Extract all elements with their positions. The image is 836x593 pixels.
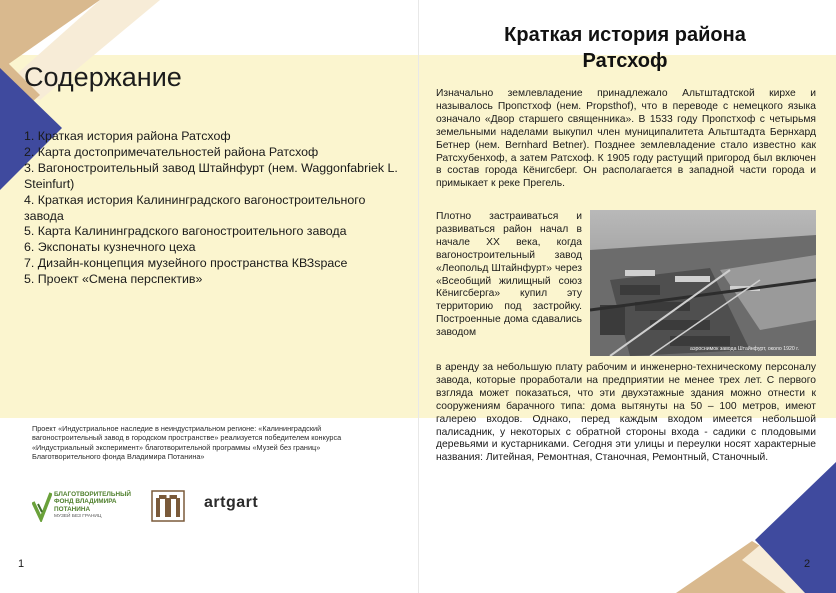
table-of-contents bbox=[24, 129, 404, 288]
history-paragraph-1: Изначально землевладение принадлежало Альтштадтской кирхе и называлось Пропстхоф (нем. Propsthof), что в переводе с немецкого языка означало «Двор старшего священника». В 1533 году Пропстхоф с четырьмя земельными наделами выкупил член муниципалитета Альтштадта Бернхард Бетнер (нем. Bernhard Betner). Позднее землевладение стало известно как Ратсхубенхоф, а затем Ратсхоф. К 1905 году растущий пригород был включен в состав города Кёнигсберг. Он располагается в западной части города и примыкает к реке Прегель. bbox=[436, 88, 816, 190]
page-number-right: 2 bbox=[804, 558, 811, 570]
photo-caption: аэроснимок завода Штайнфурт, около 1920 г. bbox=[690, 346, 799, 352]
history-paragraph-3: в аренду за небольшую плату рабочим и инженерно-техническому персоналу завода, которые проработали на предприятии не менее трех лет. С первого взгляда может показаться, что эти двухэтажные здания можно отнести к сооружениям барачного типа: дома вытянуты на 50 – 100 метров, имеют галерею входов. Однако, перед каждым входом имеется небольшой палисадник, у некоторых с обратной стороны входа - садики с плодовыми деревьями и кустарниками. Сегодня эти улицы и переулки носят характерные названия: Литейная, Ремонтная, Станочная, Ремонтный, Станочный. bbox=[436, 362, 816, 464]
page-number-left: 1 bbox=[18, 558, 25, 570]
toc-item[interactable]: 4. Краткая история Калининградского вагоностроительного завода bbox=[24, 192, 366, 223]
toc-item[interactable]: 6. Экспонаты кузнечного цеха bbox=[24, 240, 196, 255]
toc-item[interactable]: 1. Краткая история района Ратсхоф bbox=[24, 129, 231, 143]
history-title: Краткая история района Ратсхоф bbox=[504, 24, 746, 72]
aerial-photo-image bbox=[590, 210, 816, 356]
contents-title: Содержание bbox=[24, 62, 182, 92]
toc-item[interactable]: 3. Вагоностроительный завод Штайнфурт (нем. Waggonfabriek L. Steinfurt) bbox=[24, 160, 398, 191]
artgart-logo: artgart bbox=[204, 494, 259, 511]
castle-logo-icon bbox=[151, 490, 185, 522]
toc-item[interactable]: 2. Карта достопримечательностей района Ратсхоф bbox=[24, 144, 319, 159]
toc-item[interactable]: 7. Дизайн-концепция музейного пространства КВЗspace bbox=[24, 256, 348, 271]
history-paragraph-2: Плотно застраиваться и развиваться район начал в начале XX века, когда вагоностроительный завод «Леопольд Штайнфурт» через «Всеобщий жилищный союз Кёнигсберга» купил эту территорию под застройку. Построенные дома сдавались заводом bbox=[436, 211, 582, 339]
toc-item[interactable]: 5. Карта Калининградского вагоностроительного завода bbox=[24, 224, 347, 239]
project-note: Проект «Индустриальное наследие в неиндустриальном регионе: «Калининградский вагоностроительный завод в городском пространстве» реализуется победителем конкурса «Индустриальный эксперимент» благотворительной программы «Музей без границ» Благотворительного фонда Владимира Потанина» bbox=[32, 424, 342, 462]
checkmark-icon bbox=[32, 492, 52, 522]
potanin-fund-logo bbox=[32, 490, 144, 524]
toc-item[interactable]: 5. Проект «Смена перспектив» bbox=[24, 272, 203, 287]
fund-subtitle: МУЗЕЙ БЕЗ ГРАНИЦ bbox=[54, 514, 102, 519]
fund-name: БЛАГОТВОРИТЕЛЬНЫЙ ФОНД ВЛАДИМИРА ПОТАНИНА bbox=[54, 491, 131, 513]
sponsor-logos bbox=[32, 490, 302, 524]
aerial-photo bbox=[590, 210, 816, 356]
